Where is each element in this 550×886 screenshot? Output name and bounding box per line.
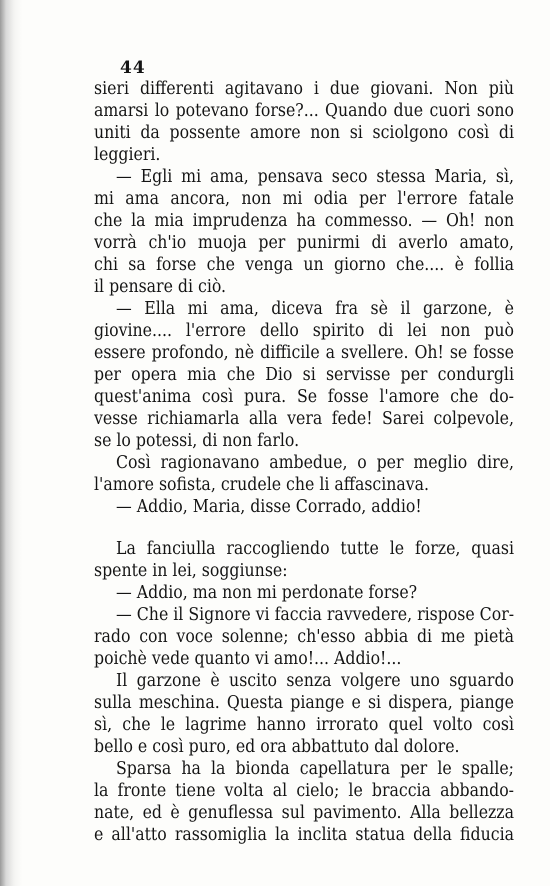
- text-line: l'amore sofista, crudele che li affascinava.: [94, 475, 430, 495]
- text-line: — Ella mi ama, diceva fra sè il garzone, è: [116, 299, 514, 319]
- text-line: giovine.... l'errore dello spirito di lei non può: [94, 321, 514, 341]
- binding-shadow: [0, 0, 22, 886]
- page-number: 44: [120, 58, 146, 78]
- text-line: spente in lei, soggiunse:: [94, 561, 288, 581]
- text-line: Così ragionavano ambedue, o per meglio dire,: [116, 453, 514, 473]
- text-line: rado con voce solenne; ch'esso abbia di me pietà: [94, 627, 514, 647]
- text-line: bello e così puro, ed ora abbattuto dal dolore.: [94, 737, 460, 757]
- text-line: mi ama ancora, non mi odia per l'errore fatale: [94, 189, 514, 209]
- text-line: vesse richiamarla alla vera fede! Sarei colpevole,: [94, 409, 514, 429]
- text-line: — Che il Signore vi faccia ravvedere, rispose Cor-: [116, 605, 515, 625]
- text-line: La fanciulla raccogliendo tutte le forze, quasi: [116, 539, 514, 559]
- text-line: sì, che le lagrime hanno irrorato quel volto così: [94, 715, 514, 735]
- text-line: — Addio, Maria, disse Corrado, addio!: [116, 497, 422, 517]
- text-line: Sparsa ha la bionda capellatura per le spalle;: [116, 759, 514, 779]
- text-line: essere profondo, nè difficile a svellere. Oh! se fosse: [94, 343, 514, 363]
- text-line: vorrà ch'io muoja per punirmi di averlo amato,: [94, 233, 514, 253]
- text-line: per opera mia che Dio si servisse per condurgli: [94, 365, 514, 385]
- text-line: e all'atto rassomiglia la inclita statua della fiducia: [94, 825, 514, 845]
- text-line: poichè vede quanto vi amo!... Addio!...: [94, 649, 402, 669]
- text-line: quest'anima così pura. Se fosse l'amore che do-: [94, 387, 514, 407]
- text-line: uniti da possente amore non si sciolgono così di: [94, 123, 514, 143]
- text-line: — Addio, ma non mi perdonate forse?: [116, 583, 418, 603]
- text-line: la fronte tiene volta al cielo; le braccia abbando-: [94, 781, 514, 801]
- text-line: se lo potessi, di non farlo.: [94, 431, 300, 451]
- text-line: il pensare di ciò.: [94, 277, 227, 297]
- text-line: chi sa forse che venga un giorno che.... è follia: [94, 255, 514, 275]
- text-line: che la mia imprudenza ha commesso. — Oh! non: [94, 211, 514, 231]
- text-line: Il garzone è uscito senza volgere uno sguardo: [116, 671, 514, 691]
- text-line: sieri differenti agitavano i due giovani. Non più: [94, 79, 514, 99]
- text-line: amarsi lo potevano forse?... Quando due cuori sono: [94, 101, 514, 121]
- text-line: sulla meschina. Questa piange e si dispera, piange: [94, 693, 514, 713]
- text-line: leggieri.: [94, 145, 161, 165]
- text-line: — Egli mi ama, pensava seco stessa Maria, sì,: [116, 167, 514, 187]
- text-line: nate, ed è genuflessa sul pavimento. Alla bellezza: [94, 803, 514, 823]
